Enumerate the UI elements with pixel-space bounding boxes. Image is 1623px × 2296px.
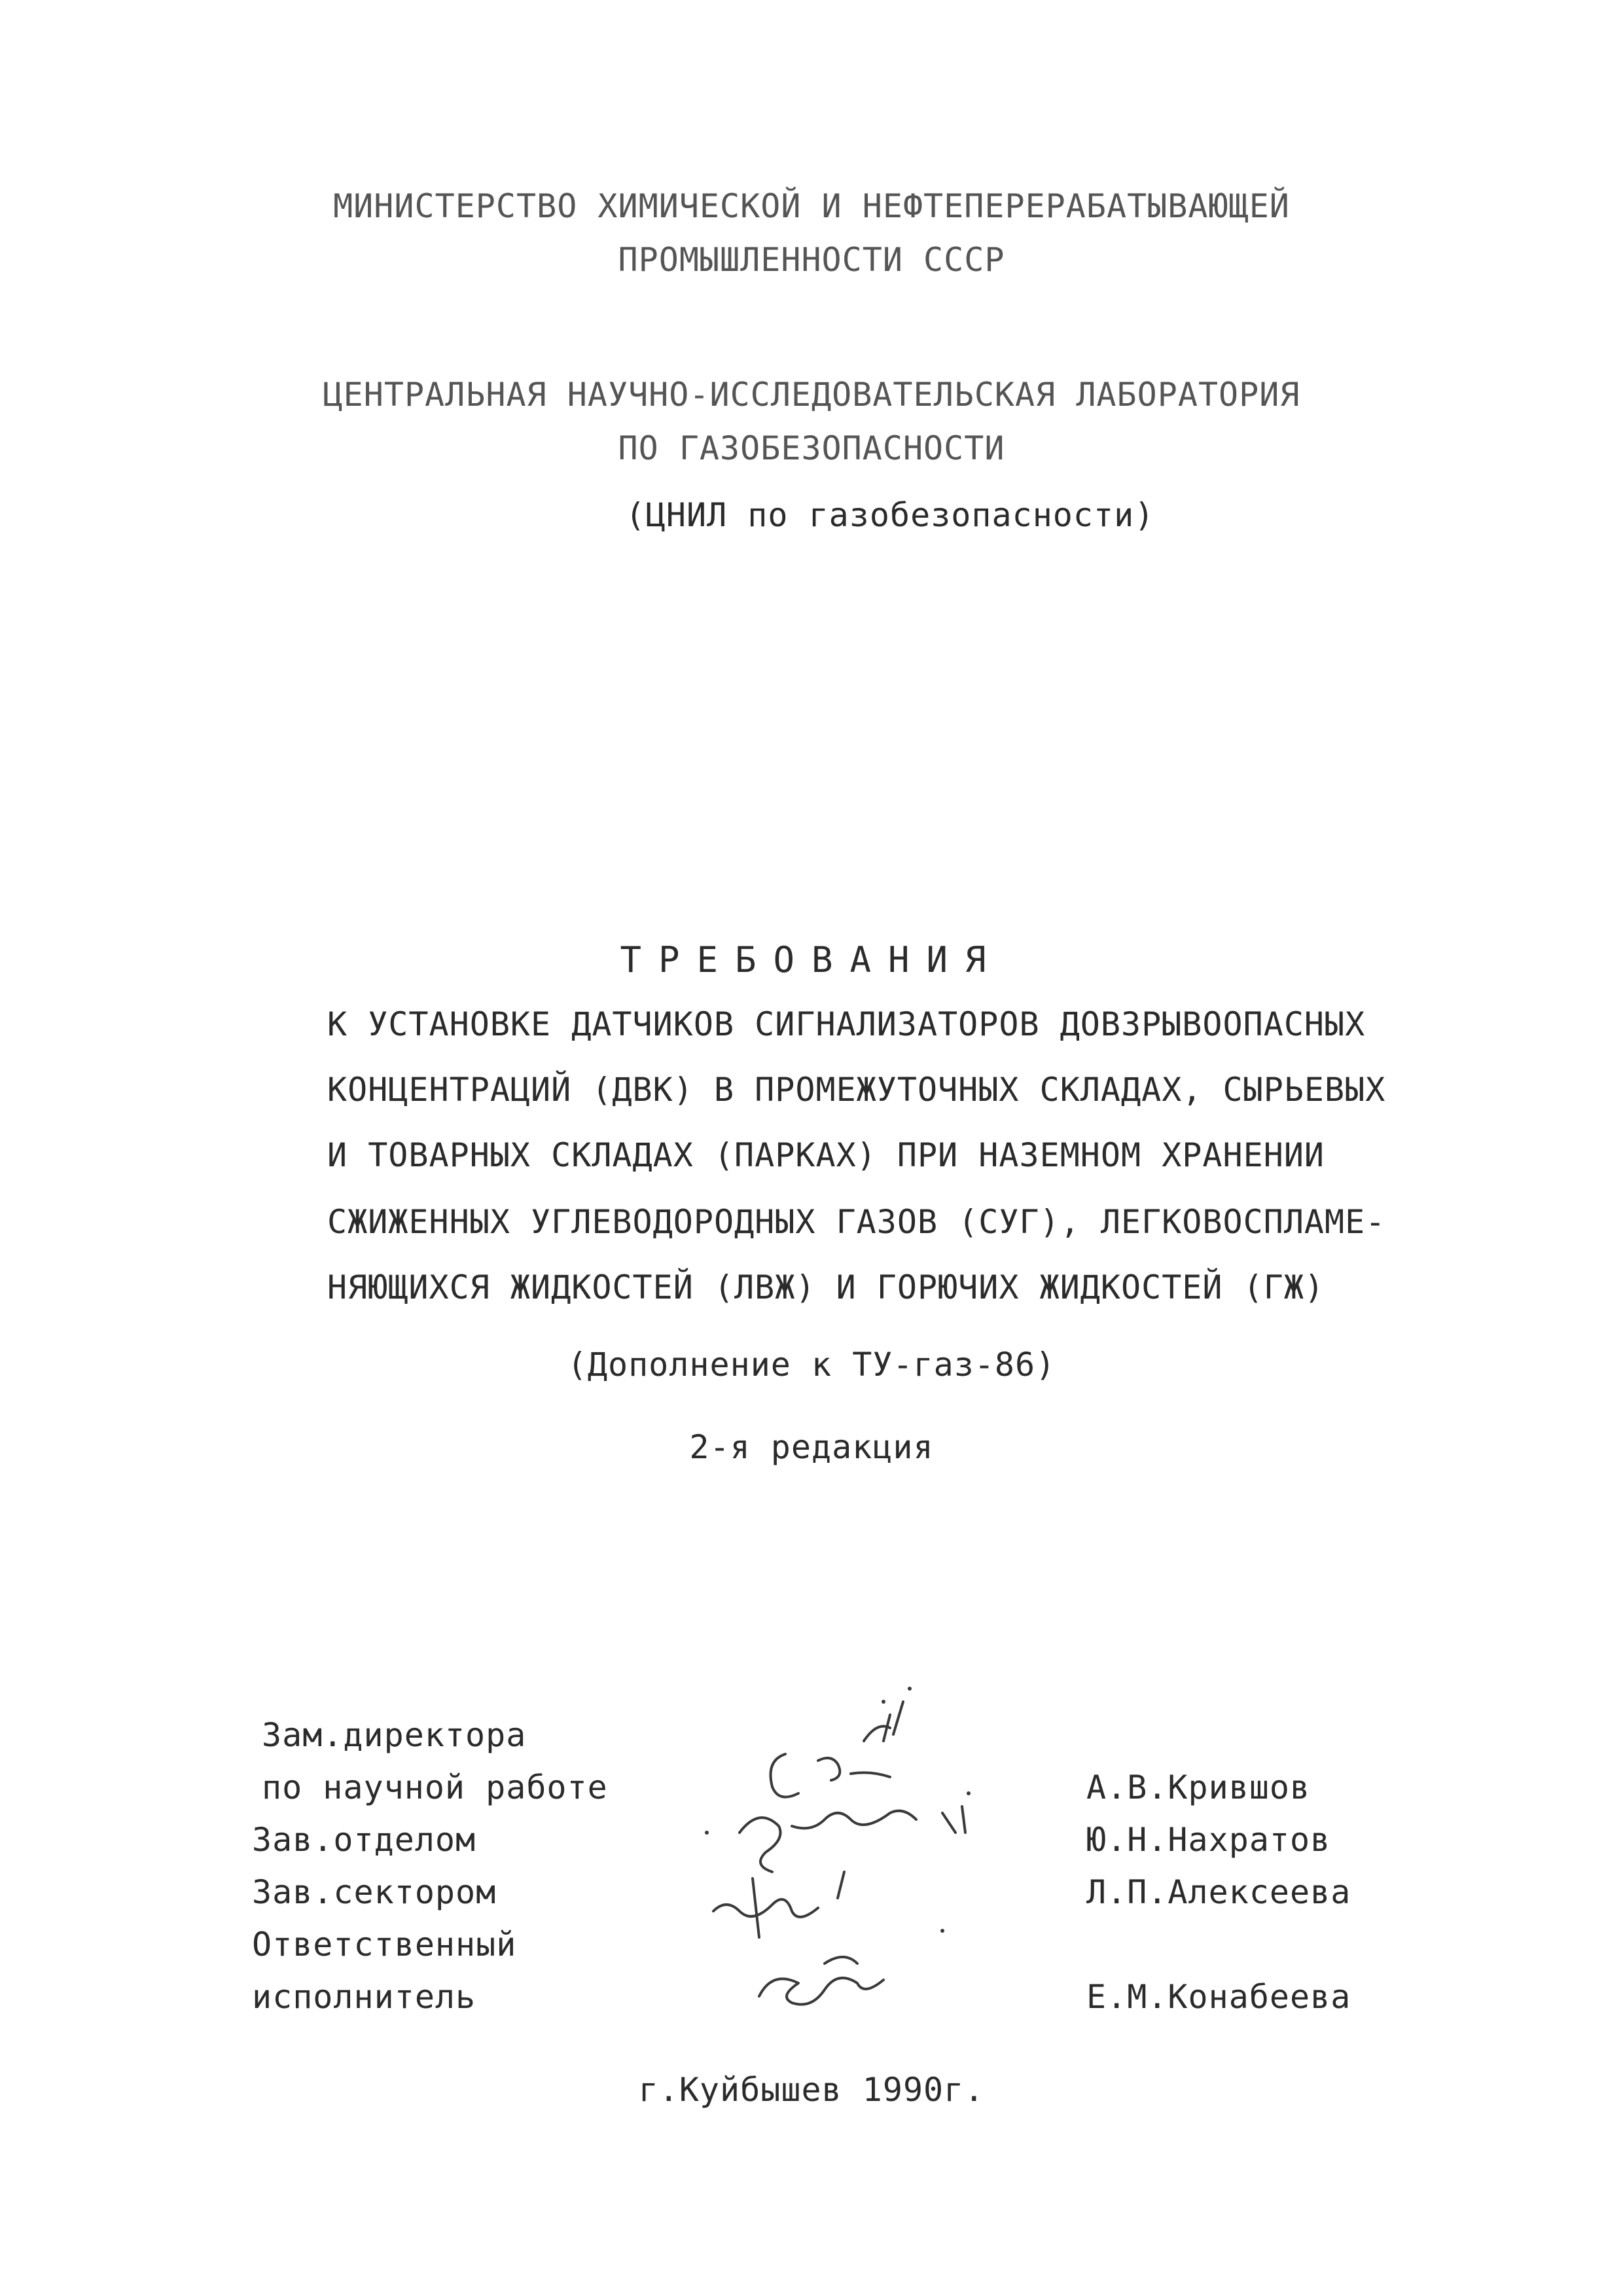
handwritten-signatures [694, 1662, 1047, 2029]
ministry-line-1: МИНИСТЕРСТВО ХИМИЧЕСКОЙ И НЕФТЕПЕРЕРАБАТЫВАЮЩЕЙ [333, 187, 1290, 225]
title-line-5: НЯЮЩИХСЯ ЖИДКОСТЕЙ (ЛВЖ) И ГОРЮЧИХ ЖИДКОСТЕЙ (ГЖ) [327, 1268, 1325, 1306]
title-line-1: К УСТАНОВКЕ ДАТЧИКОВ СИГНАЛИЗАТОРОВ ДОВЗРЫВООПАСНЫХ [327, 1005, 1366, 1043]
lab-line-2: ПО ГАЗОБЕЗОПАСНОСТИ [618, 429, 1005, 467]
place-and-year: г.Куйбышев 1990г. [638, 2071, 985, 2109]
signature-scribbles-icon [694, 1662, 1047, 2029]
role-research-work: по научной работе [262, 1768, 608, 1806]
title-line-2: КОНЦЕНТРАЦИЙ (ДВК) В ПРОМЕЖУТОЧНЫХ СКЛАДАХ, СЫРЬЕВЫХ [327, 1071, 1386, 1109]
role-executor: исполнитель [252, 1978, 476, 2016]
name-konabeeva: Е.М.Конабеева [1086, 1978, 1351, 2016]
supplement-note: (Дополнение к ТУ-газ-86) [567, 1346, 1056, 1384]
name-nakhratov: Ю.Н.Нахратов [1086, 1821, 1331, 1859]
name-alekseeva: Л.П.Алексеева [1086, 1873, 1351, 1911]
name-krivshov: А.В.Крившов [1086, 1768, 1311, 1806]
role-head-of-department: Зав.отделом [252, 1821, 476, 1859]
edition-note: 2-я редакция [689, 1428, 934, 1466]
role-deputy-director: Зам.директора [262, 1716, 527, 1754]
role-head-of-sector: Зав.сектором [252, 1873, 497, 1911]
role-responsible: Ответственный [252, 1926, 517, 1964]
lab-abbreviation: (ЦНИЛ по газобезопасности) [625, 496, 1155, 534]
document-title: ТРЕБОВАНИЯ [620, 939, 1003, 980]
lab-line-1: ЦЕНТРАЛЬНАЯ НАУЧНО-ИССЛЕДОВАТЕЛЬСКАЯ ЛАБОРАТОРИЯ [323, 376, 1300, 414]
ministry-line-2: ПРОМЫШЛЕННОСТИ СССР [618, 241, 1005, 279]
title-line-4: СЖИЖЕННЫХ УГЛЕВОДОРОДНЫХ ГАЗОВ (СУГ), ЛЕГКОВОСПЛАМЕ- [327, 1203, 1386, 1241]
title-line-3: И ТОВАРНЫХ СКЛАДАХ (ПАРКАХ) ПРИ НАЗЕМНОМ ХРАНЕНИИ [327, 1136, 1325, 1174]
